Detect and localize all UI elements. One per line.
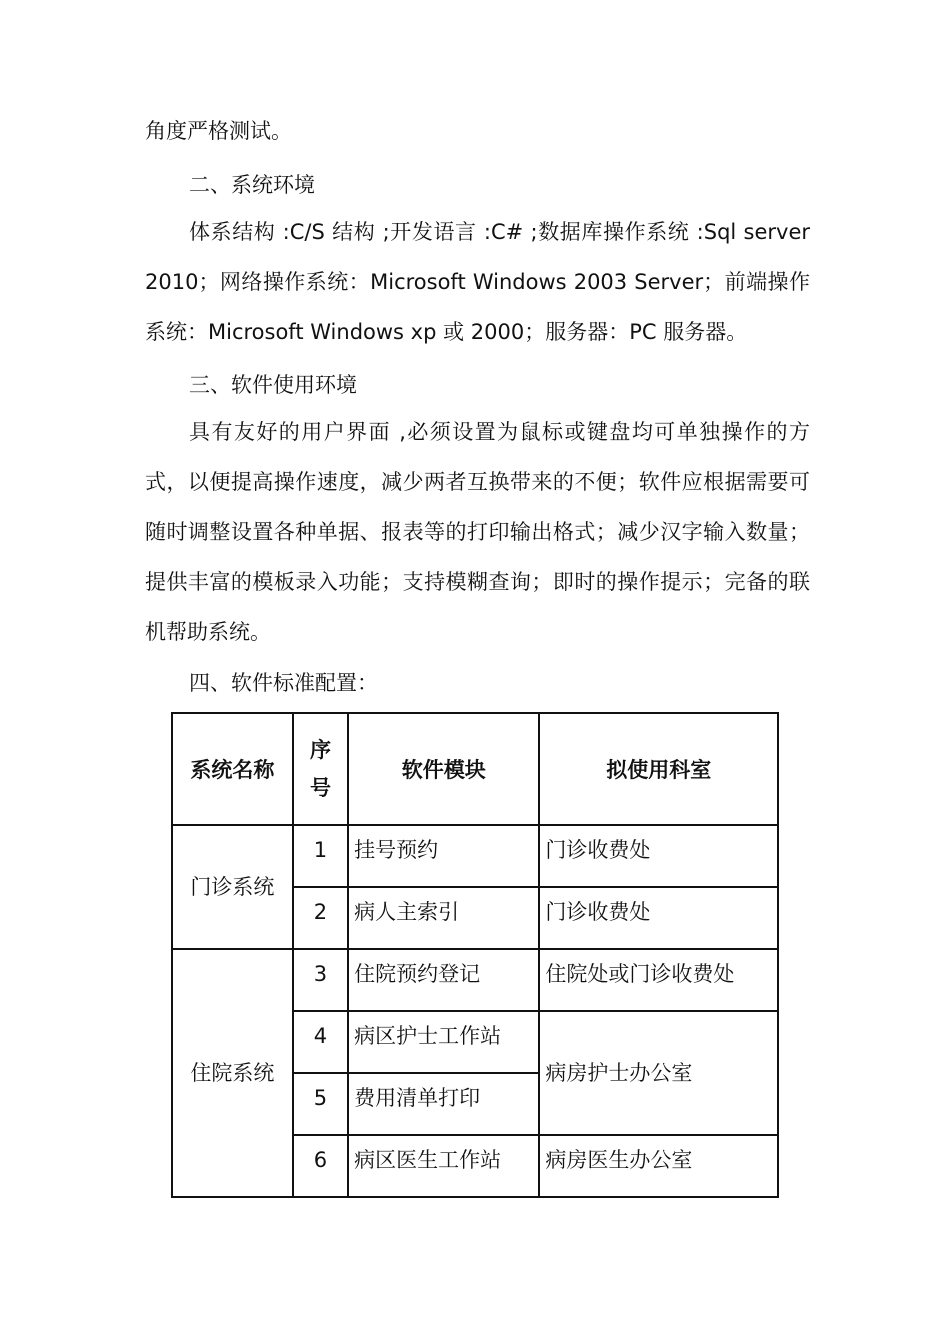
module-cell: 病人主索引: [348, 887, 539, 949]
department-cell: 门诊收费处: [539, 825, 778, 887]
row-number-cell: 6: [293, 1135, 348, 1197]
row-number-cell: 5: [293, 1073, 348, 1135]
table-row: [172, 825, 778, 887]
header-department: 拟使用科室: [539, 713, 778, 825]
section-2-body: 体系结构 :C/S 结构 ;开发语言 :C# ;数据库操作系统 :Sql server 2010；网络操作系统：Microsoft Windows 2003 Server；前端操作系统：Microsoft Windows xp 或 2000；服务器：PC 服务器。: [145, 220, 810, 344]
department-cell: 住院处或门诊收费处: [539, 949, 778, 1011]
module-cell: 病区医生工作站: [348, 1135, 539, 1197]
section-3-body: 具有友好的用户界面 ,必须设置为鼠标或键盘均可单独操作的方式，以便提高操作速度，减少两者互换带来的不便；软件应根据需要可随时调整设置各种单据、报表等的打印输出格式；减少汉字输入数量；提供丰富的模板录入功能；支持模糊查询；即时的操作提示；完备的联机帮助系统。: [145, 420, 810, 644]
section-3-heading: 三、软件使用环境: [189, 373, 357, 397]
row-number-cell: 2: [293, 887, 348, 949]
header-system-name: 系统名称: [172, 713, 293, 825]
header-number-line2: 号: [309, 776, 331, 800]
table-header-row: [172, 713, 778, 825]
row-number-cell: 1: [293, 825, 348, 887]
section-2-heading: 二、系统环境: [189, 173, 315, 197]
header-number-line1: 序: [309, 738, 331, 762]
system-name-cell: 门诊系统: [172, 825, 293, 949]
module-cell: 病区护士工作站: [348, 1011, 539, 1073]
system-name-cell: 住院系统: [172, 949, 293, 1197]
module-cell: 住院预约登记: [348, 949, 539, 1011]
row-number-cell: 4: [293, 1011, 348, 1073]
table-row: [172, 949, 778, 1011]
department-cell: 门诊收费处: [539, 887, 778, 949]
intro-tail-text: 角度严格测试。: [145, 119, 292, 143]
header-module: 软件模块: [348, 713, 539, 825]
software-config-table: [171, 712, 779, 1198]
row-number-cell: 3: [293, 949, 348, 1011]
header-number: [293, 713, 348, 825]
module-cell: 挂号预约: [348, 825, 539, 887]
department-cell: 病房护士办公室: [539, 1011, 778, 1135]
department-cell: 病房医生办公室: [539, 1135, 778, 1197]
module-cell: 费用清单打印: [348, 1073, 539, 1135]
section-4-heading: 四、软件标准配置：: [189, 671, 378, 695]
